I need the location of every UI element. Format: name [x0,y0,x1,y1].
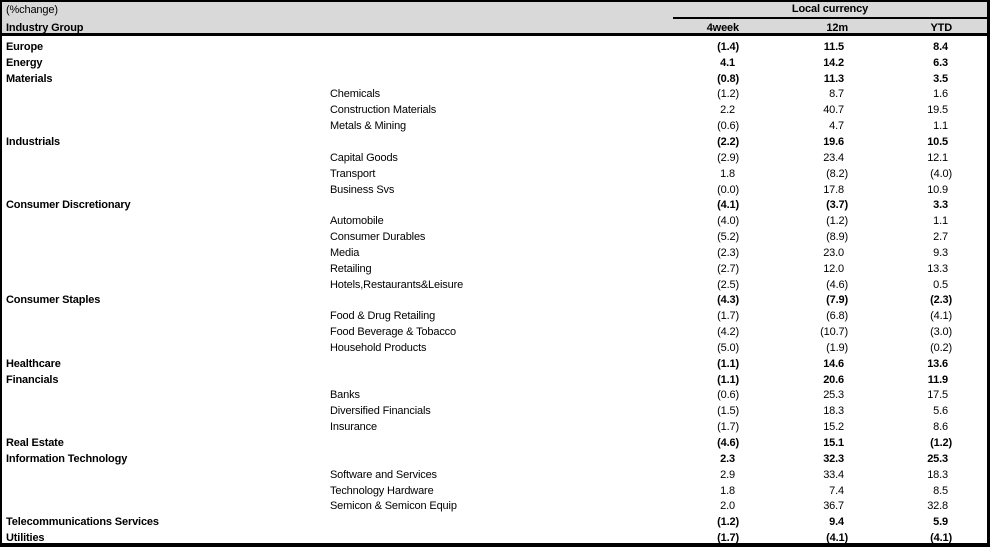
value-cell-12m: (1.9) [826,341,848,354]
value-cell-12m: (8.2) [826,167,848,180]
row-label: Real Estate [6,437,64,450]
value-cell-ytd: 5.9 [933,516,948,529]
value-cell-4week: (4.0) [717,215,739,228]
table-row [2,451,987,467]
value-cell-12m: 12.0 [823,262,844,275]
value-cell-12m: 15.1 [823,437,844,450]
row-label: Financials [6,373,59,386]
value-cell-ytd: 3.5 [933,72,948,85]
value-cell-12m: 17.8 [823,183,844,196]
column-header-ytd: YTD [930,21,952,34]
value-cell-4week: (2.7) [717,262,739,275]
table-row [2,213,987,229]
table-row [2,293,987,309]
row-label: Media [330,246,360,259]
value-cell-4week: (2.9) [717,151,739,164]
table-row [2,166,987,182]
table-row [2,419,987,435]
value-cell-ytd: 13.6 [927,357,948,370]
row-label: Materials [6,72,53,85]
value-cell-ytd: 9.3 [933,246,948,259]
value-cell-4week: (4.6) [717,437,739,450]
table-row [2,324,987,340]
value-cell-ytd: (3.0) [930,326,952,339]
row-label: Diversified Financials [330,405,431,418]
value-cell-12m: 11.3 [823,72,844,85]
value-cell-4week: 2.0 [720,500,735,513]
table-row [2,197,987,213]
value-cell-4week: (1.7) [717,532,739,545]
value-cell-4week: (1.7) [717,421,739,434]
table-row [2,467,987,483]
row-label: Consumer Discretionary [6,199,131,212]
value-cell-ytd: 12.1 [927,151,948,164]
row-label: Telecommunications Services [6,516,159,529]
value-cell-4week: (2.3) [717,246,739,259]
value-cell-12m: (10.7) [820,326,848,339]
value-cell-4week: (1.4) [717,40,739,53]
value-cell-ytd: (2.3) [930,294,952,307]
value-cell-ytd: 8.4 [933,40,948,53]
value-cell-ytd: 3.3 [933,199,948,212]
value-cell-12m: 33.4 [823,468,844,481]
value-cell-ytd: 10.5 [927,135,948,148]
value-cell-4week: 2.2 [720,104,735,117]
value-cell-ytd: (0.2) [930,341,952,354]
value-cell-12m: 14.6 [823,357,844,370]
table-row [2,435,987,451]
value-cell-12m: 9.4 [829,516,844,529]
value-cell-ytd: 6.3 [933,56,948,69]
table-row [2,356,987,372]
value-cell-ytd: 10.9 [927,183,948,196]
table-row [2,134,987,150]
row-label: Household Products [330,341,427,354]
value-cell-ytd: (4.1) [930,532,952,545]
value-cell-12m: 23.4 [823,151,844,164]
row-label: Europe [6,40,43,53]
value-cell-12m: 7.4 [829,484,844,497]
table-row [2,388,987,404]
table-row [2,530,987,546]
value-cell-ytd: 18.3 [927,468,948,481]
row-label: Business Svs [330,183,395,196]
value-cell-12m: 11.5 [823,40,844,53]
row-label: Food & Drug Retailing [330,310,436,323]
value-cell-12m: 15.2 [823,421,844,434]
row-label: Insurance [330,421,377,434]
value-cell-4week: (4.3) [717,294,739,307]
value-cell-ytd: 1.1 [933,120,948,133]
value-cell-12m: 36.7 [823,500,844,513]
value-cell-ytd: (4.1) [930,310,952,323]
industry-group-column-header: Industry Group [6,21,84,34]
value-cell-ytd: 0.5 [933,278,948,291]
table-row [2,403,987,419]
value-cell-4week: (5.0) [717,341,739,354]
value-cell-4week: (1.5) [717,405,739,418]
value-cell-4week: (0.0) [717,183,739,196]
table-row [2,245,987,261]
row-label: Construction Materials [330,104,437,117]
value-cell-4week: (2.5) [717,278,739,291]
row-label: Capital Goods [330,151,398,164]
value-cell-ytd: 5.6 [933,405,948,418]
value-cell-12m: 8.7 [829,88,844,101]
row-label: Banks [330,389,360,402]
value-cell-4week: 4.1 [720,56,735,69]
table-row [2,229,987,245]
row-label: Consumer Durables [330,231,426,244]
row-label: Semicon & Semicon Equip [330,500,457,513]
row-label: Information Technology [6,452,128,465]
value-cell-12m: 19.6 [823,135,844,148]
value-cell-ytd: (4.0) [930,167,952,180]
value-cell-12m: (7.9) [826,294,848,307]
value-cell-12m: 14.2 [823,56,844,69]
row-label: Chemicals [330,88,380,101]
value-cell-ytd: 17.5 [927,389,948,402]
row-label: Industrials [6,135,60,148]
value-cell-4week: (4.1) [717,199,739,212]
table-row [2,372,987,388]
value-cell-12m: 23.0 [823,246,844,259]
table-row [2,39,987,55]
row-label: Hotels,Restaurants&Leisure [330,278,464,291]
table-row [2,308,987,324]
value-cell-12m: (4.6) [826,278,848,291]
value-cell-4week: (4.2) [717,326,739,339]
table-row [2,498,987,514]
table-row [2,514,987,530]
value-cell-12m: 4.7 [829,120,844,133]
value-cell-4week: (1.1) [717,357,739,370]
value-cell-12m: (6.8) [826,310,848,323]
value-cell-ytd: 2.7 [933,231,948,244]
value-cell-12m: 40.7 [823,104,844,117]
row-label: Automobile [330,215,384,228]
value-cell-ytd: 8.5 [933,484,948,497]
table-row [2,150,987,166]
value-cell-4week: (1.2) [717,88,739,101]
table-row [2,483,987,499]
value-cell-4week: (5.2) [717,231,739,244]
value-cell-ytd: 1.6 [933,88,948,101]
table-row [2,55,987,71]
row-label: Metals & Mining [330,120,407,133]
value-cell-12m: (1.2) [826,215,848,228]
value-cell-12m: 32.3 [823,452,844,465]
value-cell-4week: 2.9 [720,468,735,481]
row-label: Consumer Staples [6,294,101,307]
value-cell-ytd: 13.3 [927,262,948,275]
row-label: Energy [6,56,43,69]
value-cell-4week: (1.1) [717,373,739,386]
value-cell-4week: (0.6) [717,389,739,402]
table-row [2,277,987,293]
value-cell-4week: 2.3 [720,452,735,465]
row-label: Food Beverage & Tobacco [330,326,456,339]
row-label: Transport [330,167,376,180]
value-cell-4week: 1.8 [720,484,735,497]
value-cell-ytd: (1.2) [930,437,952,450]
table-row [2,71,987,87]
value-cell-12m: 18.3 [823,405,844,418]
value-cell-4week: (0.6) [717,120,739,133]
table-body [2,39,987,543]
value-cell-12m: (4.1) [826,532,848,545]
value-cell-12m: (3.7) [826,199,848,212]
row-label: Healthcare [6,357,61,370]
value-cell-ytd: 25.3 [927,452,948,465]
currency-group-header: Local currency [791,3,869,15]
table-row [2,102,987,118]
row-label: Software and Services [330,468,437,481]
row-label: Utilities [6,532,45,545]
value-cell-ytd: 32.8 [927,500,948,513]
value-cell-ytd: 1.1 [933,215,948,228]
header-top-row [2,2,987,18]
table-row [2,118,987,134]
row-label: Technology Hardware [330,484,434,497]
value-cell-ytd: 11.9 [927,373,948,386]
table-row [2,340,987,356]
value-cell-ytd: 19.5 [927,104,948,117]
row-label: Retailing [330,262,372,275]
table-row [2,87,987,103]
column-header-4week: 4week [706,21,739,34]
value-cell-12m: (8.9) [826,231,848,244]
value-cell-4week: (1.2) [717,516,739,529]
column-header-12m: 12m [826,21,848,34]
header-columns-row [2,19,987,36]
value-cell-4week: (1.7) [717,310,739,323]
value-cell-ytd: 8.6 [933,421,948,434]
value-cell-4week: (0.8) [717,72,739,85]
value-cell-12m: 20.6 [823,373,844,386]
percent-change-label: (%change) [6,4,58,16]
table-row [2,261,987,277]
value-cell-4week: 1.8 [720,167,735,180]
table-row [2,182,987,198]
table-header [2,2,987,36]
value-cell-4week: (2.2) [717,135,739,148]
value-cell-12m: 25.3 [823,389,844,402]
